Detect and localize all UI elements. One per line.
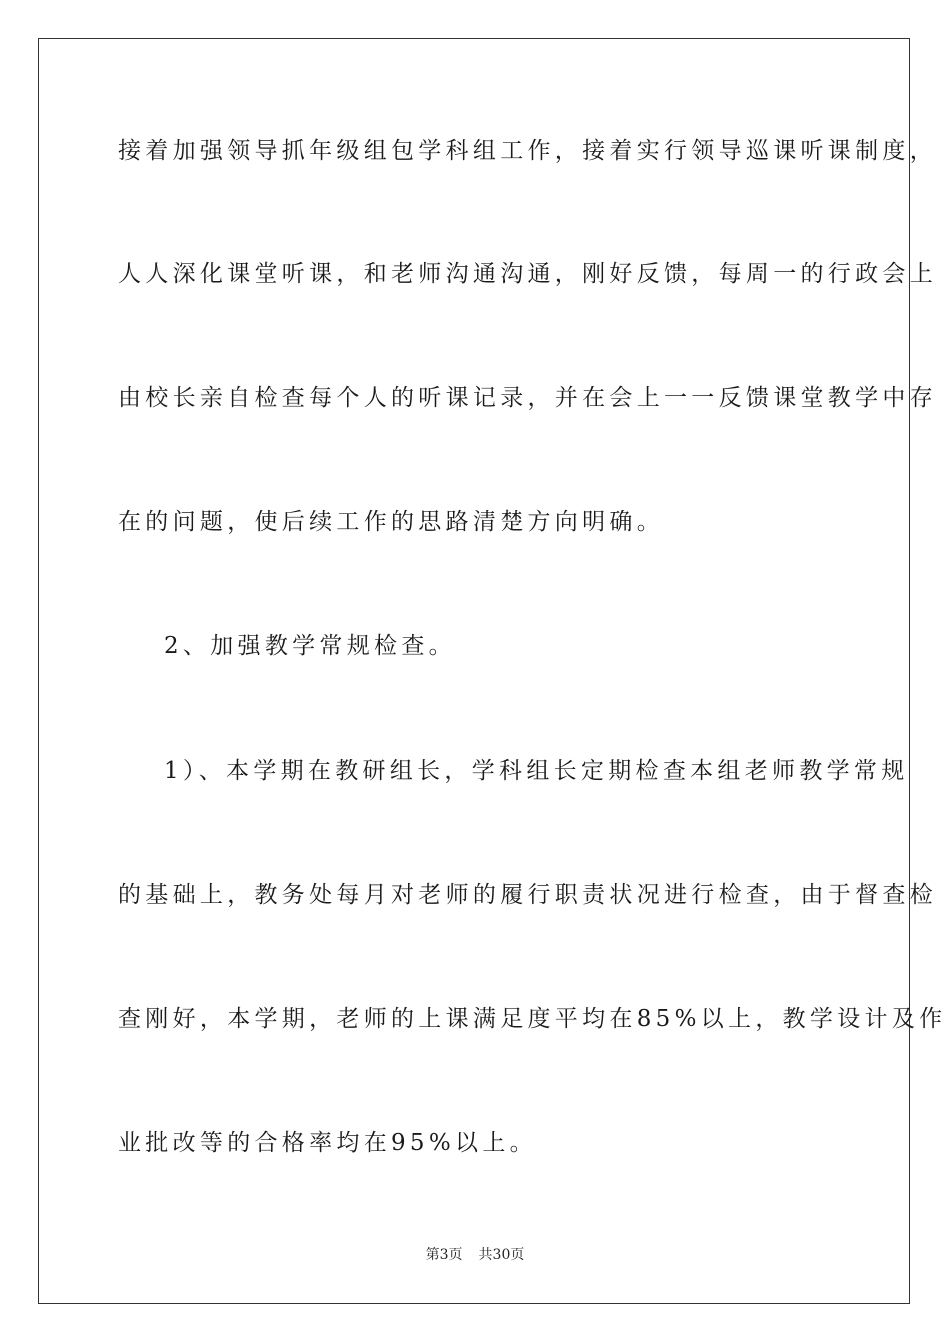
paragraph-line-3: 由校长亲自检查每个人的听课记录，并在会上一一反馈课堂教学中存 — [118, 385, 937, 411]
page-number: 第3页 — [425, 1247, 463, 1263]
paragraph-line-9: 业批改等的合格率均在95%以上。 — [118, 1130, 537, 1156]
paragraph-line-7: 的基础上，教务处每月对老师的履行职责状况进行检查，由于督查检 — [118, 882, 937, 908]
paragraph-line-4: 在的问题，使后续工作的思路清楚方向明确。 — [118, 509, 664, 535]
paragraph-line-8: 查刚好，本学期，老师的上课满足度平均在85%以上，教学设计及作 — [118, 1006, 947, 1032]
page-border — [38, 38, 947, 1304]
total-pages: 共30页 — [478, 1247, 525, 1263]
page-footer — [0, 1246, 950, 1264]
section-heading: 2、加强教学常规检查。 — [164, 633, 456, 659]
paragraph-line-1: 接着加强领导抓年级组包学科组工作，接着实行领导巡课听课制度， — [118, 138, 937, 164]
paragraph-line-6: 1）、本学期在教研组长，学科组长定期检查本组老师教学常规 — [164, 758, 909, 784]
paragraph-line-2: 人人深化课堂听课，和老师沟通沟通，刚好反馈，每周一的行政会上 — [118, 261, 937, 287]
